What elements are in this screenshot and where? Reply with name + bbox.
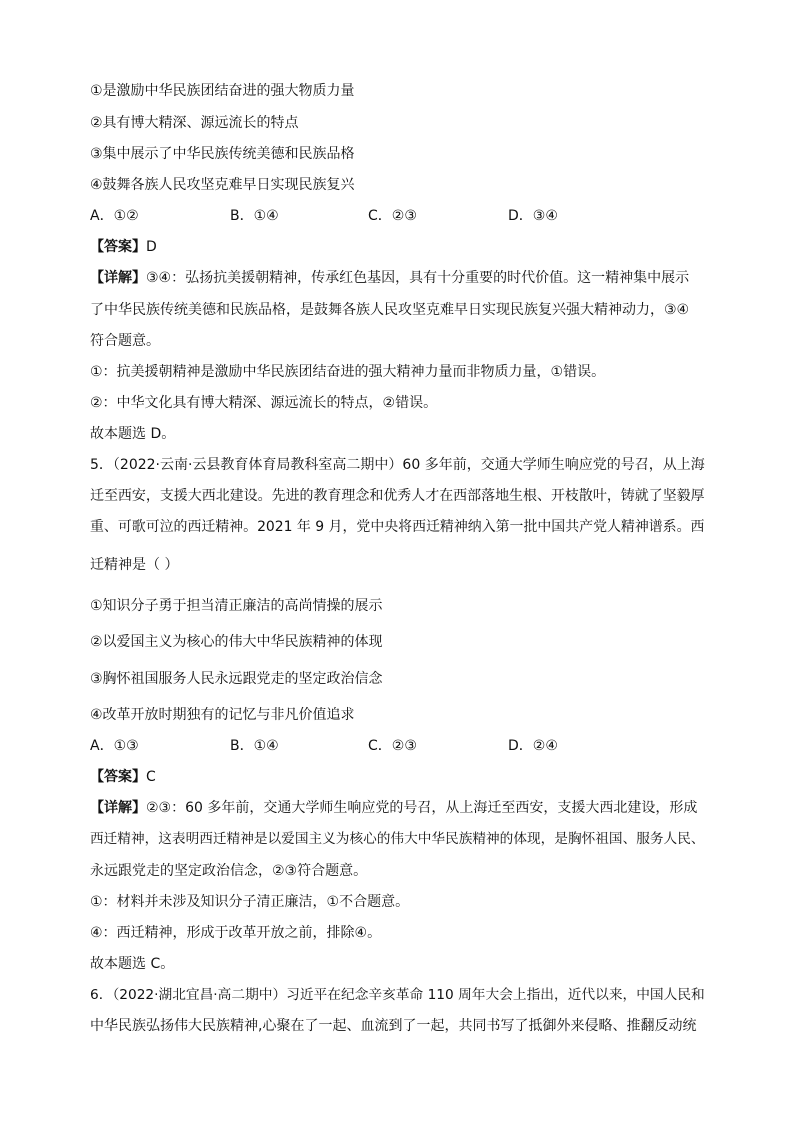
q5-option-c: C．②③: [368, 738, 417, 754]
explanation-label: 【详解】: [90, 270, 146, 286]
q4-option-b: B．①④: [230, 208, 279, 224]
q4-answer: [90, 238, 157, 256]
answer-value: D: [146, 239, 157, 255]
q5-statement-2: ②以爱国主义为核心的伟大中华民族精神的体现: [90, 634, 383, 650]
q5-option-a: A．①③: [90, 738, 139, 754]
q5-stem-line-1: 5．（2022·云南·云县教育体育局教科室高二期中）60 多年前，交通大学师生响应党的号召，从上海: [90, 457, 705, 473]
q5-statement-4: ④改革开放时期独有的记忆与非凡价值追求: [90, 707, 355, 723]
q5-note-2: ④：西迁精神，形成于改革开放之前，排除④。: [90, 925, 382, 941]
q6-stem-line-1: 6．（2022·湖北宜昌·高二期中）习近平在纪念辛亥革命 110 周年大会上指出，近代以来，中国人民和: [90, 987, 705, 1003]
q5-note-1: ①：材料并未涉及知识分子清正廉洁，①不合题意。: [90, 894, 410, 910]
q4-option-d: D．③④: [508, 208, 558, 224]
q5-explanation-line-2: 西迁精神，这表明西迁精神是以爱国主义为核心的伟大中华民族精神的体现，是胸怀祖国、服务人民、: [90, 831, 705, 847]
q4-statement-1: ①是激励中华民族团结奋进的强大物质力量: [90, 83, 355, 99]
q4-statement-4: ④鼓舞各族人民攻坚克难早日实现民族复兴: [90, 177, 355, 193]
q5-stem-line-2: 迁至西安，支援大西北建设。先进的教育理念和优秀人才在西部落地生根、开枝散叶，铸就了坚毅厚: [90, 488, 705, 504]
q5-stem-line-3: 重、可歌可泣的西迁精神。2021 年 9 月，党中央将西迁精神纳入第一批中国共产党人精神谱系。西: [90, 519, 705, 535]
explanation-text: ②③：60 多年前，交通大学师生响应党的号召，从上海迁至西安，支援大西北建设，形成: [146, 800, 698, 816]
q5-statement-3: ③胸怀祖国服务人民永远跟党走的坚定政治信念: [90, 671, 383, 687]
q5-option-b: B．①④: [230, 738, 279, 754]
q5-conclusion: 故本题选 C。: [90, 956, 175, 972]
q6-stem-line-2: 中华民族弘扬伟大民族精神,心聚在了一起、血流到了一起，共同书写了抵御外来侵略、推翻反动统: [90, 1018, 697, 1034]
answer-value: C: [146, 769, 156, 785]
q5-option-d: D．②④: [508, 738, 558, 754]
q4-explanation-line-1: [90, 269, 689, 287]
q5-explanation-line-3: 永远跟党走的坚定政治信念，②③符合题意。: [90, 863, 368, 879]
q5-explanation-line-1: [90, 799, 697, 817]
q4-note-1: ①：抗美援朝精神是激励中华民族团结奋进的强大精神力量而非物质力量，①错误。: [90, 364, 606, 380]
explanation-label: 【详解】: [90, 800, 146, 816]
q4-option-c: C．②③: [368, 208, 417, 224]
explanation-text: ③④：弘扬抗美援朝精神，传承红色基因，具有十分重要的时代价值。这一精神集中展示: [146, 270, 690, 286]
q4-option-a: A．①②: [90, 208, 139, 224]
q5-stem-line-4: 迁精神是（ ）: [90, 557, 179, 573]
q5-statement-1: ①知识分子勇于担当清正廉洁的高尚情操的展示: [90, 598, 383, 614]
q4-explanation-line-2: 了中华民族传统美德和民族品格，是鼓舞各族人民攻坚克难早日实现民族复兴强大精神动力，③④: [90, 302, 690, 318]
q4-conclusion: 故本题选 D。: [90, 426, 176, 442]
q4-explanation-line-3: 符合题意。: [90, 333, 160, 349]
answer-label: 【答案】: [90, 769, 146, 785]
q4-statement-3: ③集中展示了中华民族传统美德和民族品格: [90, 146, 355, 162]
answer-label: 【答案】: [90, 239, 146, 255]
q4-statement-2: ②具有博大精深、源远流长的特点: [90, 115, 299, 131]
q4-note-2: ②：中华文化具有博大精深、源远流长的特点，②错误。: [90, 395, 438, 411]
q5-answer: [90, 768, 156, 786]
